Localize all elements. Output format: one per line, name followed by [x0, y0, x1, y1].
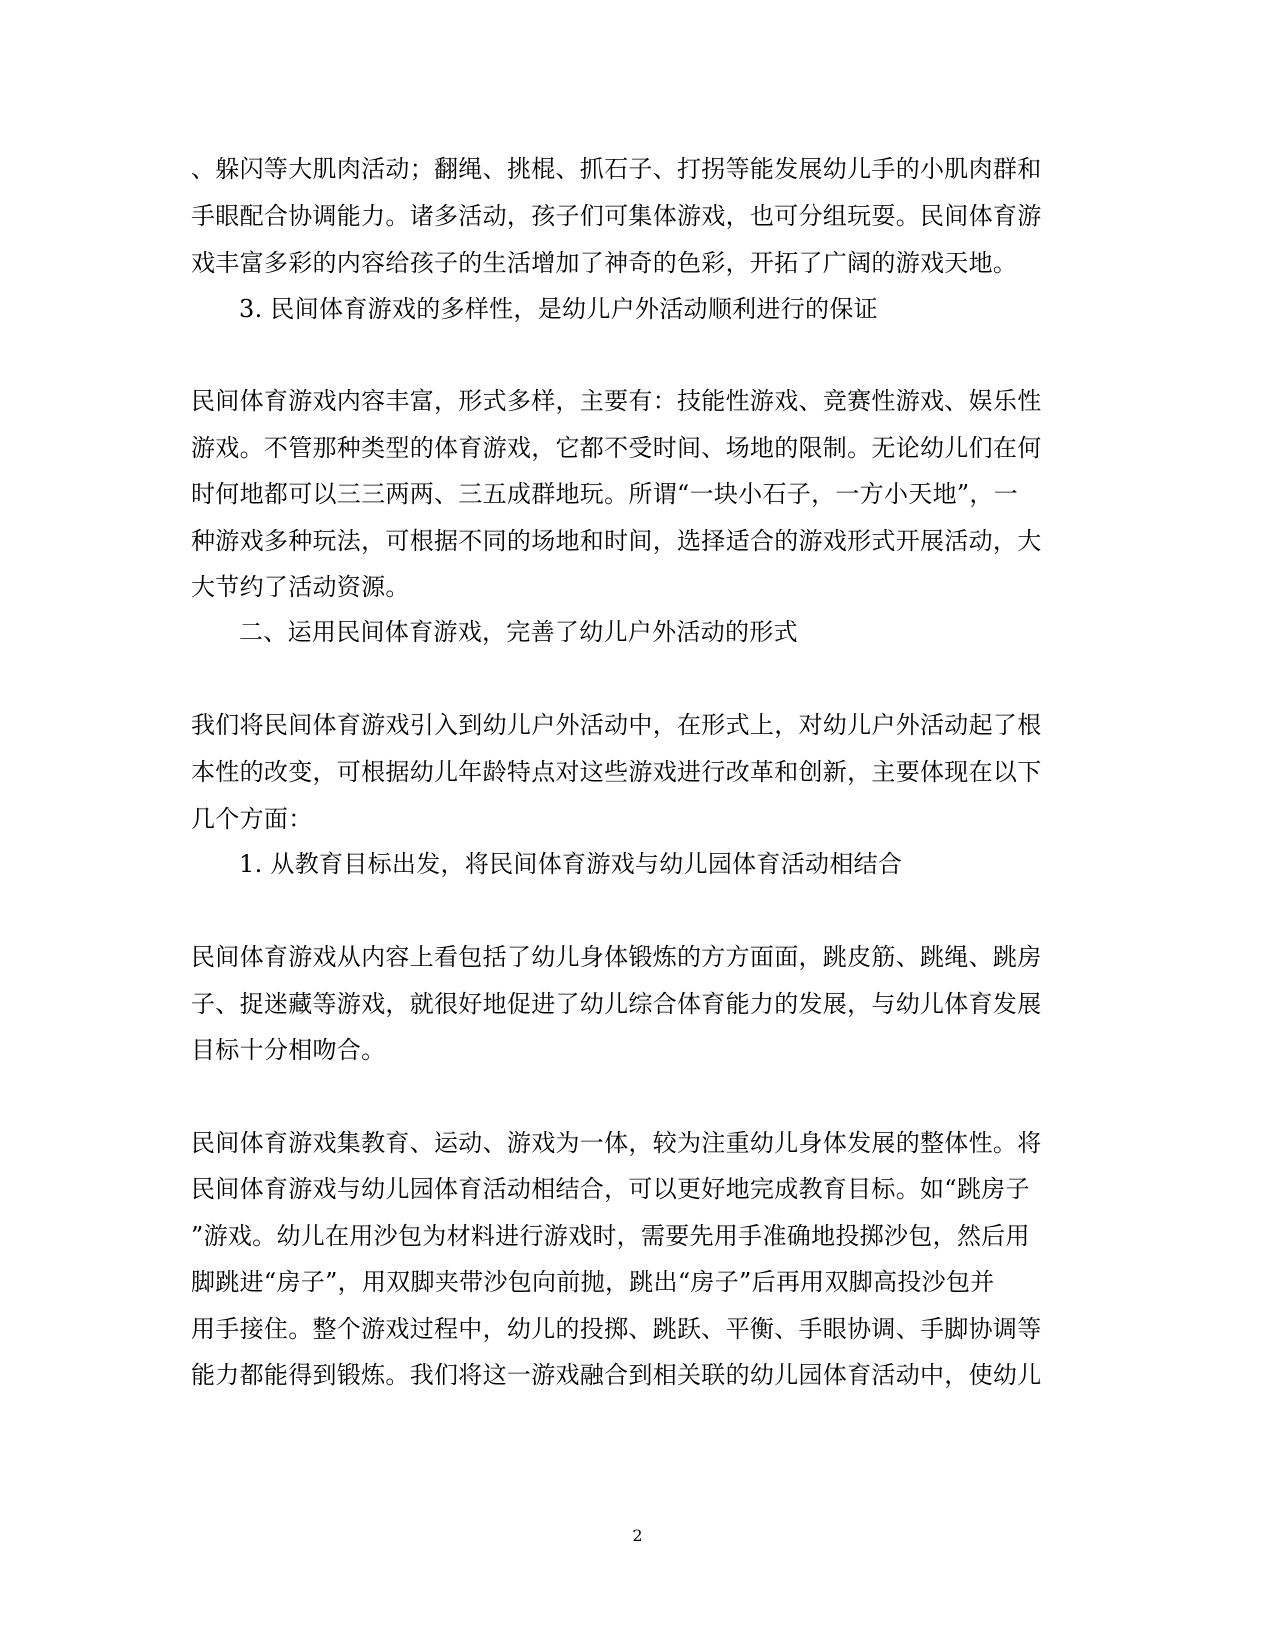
paragraph-line: 游戏。不管那种类型的体育游戏，它都不受时间、场地的限制。无论幼儿们在何: [191, 434, 1042, 462]
paragraph-line: 我们将民间体育游戏引入到幼儿户外活动中，在形式上，对幼儿户外活动起了根: [191, 711, 1042, 739]
paragraph-line: ”游戏。幼儿在用沙包为材料进行游戏时，需要先用手准确地投掷沙包，然后用: [191, 1222, 1030, 1250]
paragraph-line: 几个方面：: [191, 805, 313, 833]
page-number: 2: [632, 1526, 643, 1545]
section-heading: 1. 从教育目标出发，将民间体育游戏与幼儿园体育活动相结合: [239, 850, 903, 878]
paragraph-line: 目标十分相吻合。: [191, 1036, 386, 1064]
paragraph-line: 民间体育游戏集教育、运动、游戏为一体，较为注重幼儿身体发展的整体性。将: [191, 1129, 1042, 1157]
paragraph-line: 、躲闪等大肌肉活动；翻绳、挑棍、抓石子、打拐等能发展幼儿手的小肌肉群和: [191, 155, 1042, 183]
paragraph-line: 本性的改变，可根据幼儿年龄特点对这些游戏进行改革和创新，主要体现在以下: [191, 758, 1042, 786]
paragraph-line: 脚跳进“房子”，用双脚夹带沙包向前抛，跳出“房子”后再用双脚高投沙包并: [191, 1268, 995, 1296]
paragraph-line: 民间体育游戏与幼儿园体育活动相结合，可以更好地完成教育目标。如“跳房子: [191, 1175, 1030, 1203]
paragraph-line: 手眼配合协调能力。诸多活动，孩子们可集体游戏，也可分组玩耍。民间体育游: [191, 202, 1042, 230]
paragraph-line: 用手接住。整个游戏过程中，幼儿的投掷、跳跃、平衡、手眼协调、手脚协调等: [191, 1315, 1042, 1343]
paragraph-line: 民间体育游戏内容丰富，形式多样，主要有：技能性游戏、竞赛性游戏、娱乐性: [191, 387, 1042, 415]
paragraph-line: 戏丰富多彩的内容给孩子的生活增加了神奇的色彩，开拓了广阔的游戏天地。: [191, 249, 1018, 277]
paragraph-line: 子、捉迷藏等游戏，就很好地促进了幼儿综合体育能力的发展，与幼儿体育发展: [191, 990, 1042, 1018]
paragraph-line: 时何地都可以三三两两、三五成群地玩。所谓“一块小石子，一方小天地”，一: [191, 480, 1019, 508]
paragraph-line: 大节约了活动资源。: [191, 573, 410, 601]
paragraph-line: 种游戏多种玩法，可根据不同的场地和时间，选择适合的游戏形式开展活动，大: [191, 527, 1042, 555]
paragraph-line: 民间体育游戏从内容上看包括了幼儿身体锻炼的方方面面，跳皮筋、跳绳、跳房: [191, 943, 1042, 971]
paragraph-line: 能力都能得到锻炼。我们将这一游戏融合到相关联的幼儿园体育活动中，使幼儿: [191, 1361, 1042, 1389]
section-heading: 3. 民间体育游戏的多样性，是幼儿户外活动顺利进行的保证: [239, 295, 878, 323]
section-heading: 二、运用民间体育游戏，完善了幼儿户外活动的形式: [239, 618, 798, 646]
